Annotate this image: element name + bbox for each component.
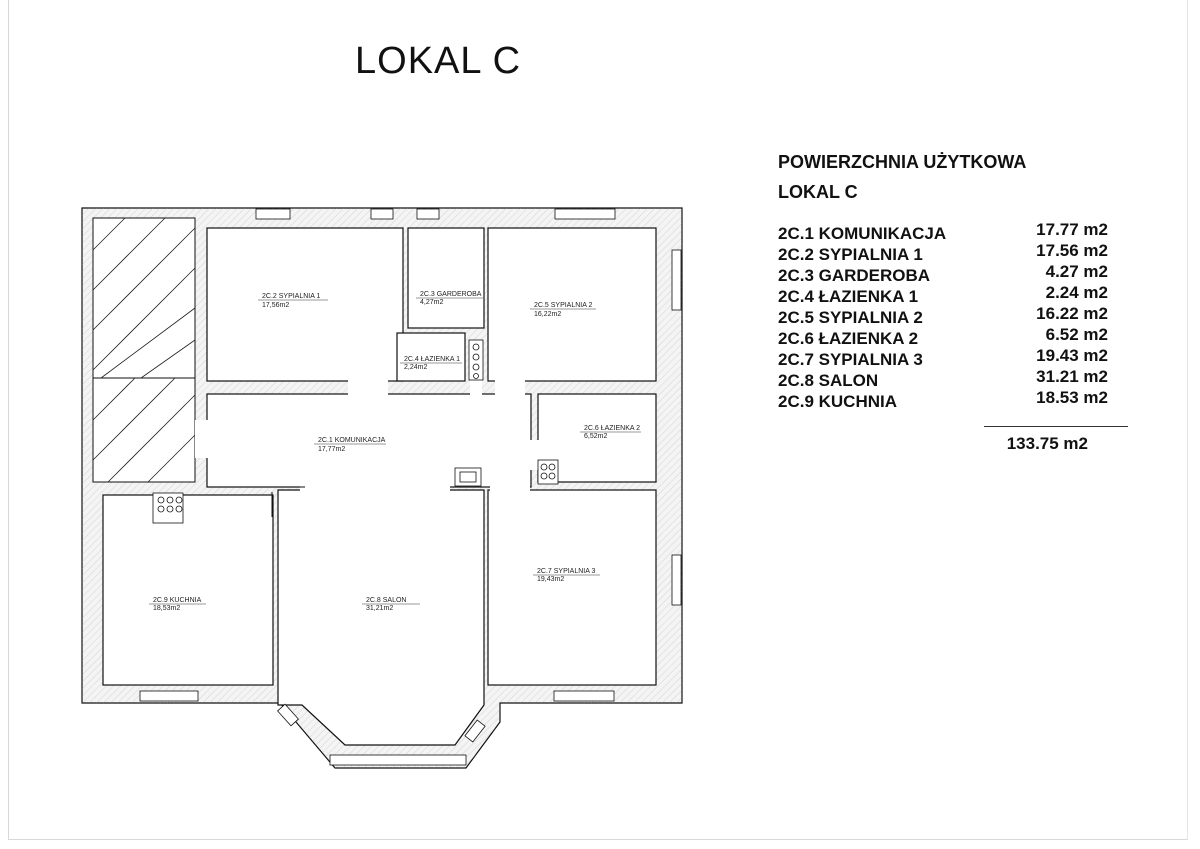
room-area-label: 19,43m2 (537, 576, 565, 583)
room-area-label: 17,77m2 (318, 446, 346, 453)
room-area: 2.24 m2 (1045, 283, 1108, 302)
ventilation-shaft-icon (455, 468, 481, 486)
room-area: 4.27 m2 (1045, 262, 1108, 281)
room-area: 17.56 m2 (1036, 241, 1108, 260)
room-code: 2C.6 ŁAZIENKA 2 (584, 425, 641, 432)
room-name: 2C.4 ŁAZIENKA 1 (778, 287, 919, 306)
room-area-label: 4,27m2 (420, 299, 444, 306)
room-area: 31.21 m2 (1036, 367, 1108, 386)
room-code: 2C.4 ŁAZIENKA 1 (404, 356, 461, 363)
room-area-label: 16,22m2 (534, 311, 562, 318)
room-area: 17.77 m2 (1036, 220, 1108, 239)
room-code: 2C.3 GARDEROBA (420, 291, 482, 298)
room-area-label: 2,24m2 (404, 364, 428, 371)
room-name: 2C.7 SYPIALNIA 3 (778, 350, 923, 369)
room-area-label: 18,53m2 (153, 605, 181, 612)
room-salon (278, 490, 484, 745)
room-garderoba (408, 228, 484, 328)
kitchen-stove-icon (153, 493, 183, 523)
room-area: 6.52 m2 (1045, 325, 1108, 344)
room-name: 2C.2 SYPIALNIA 1 (778, 245, 923, 264)
room-area-label: 17,56m2 (262, 302, 290, 309)
summary-subheading: LOKAL C (778, 182, 858, 202)
room-code: 2C.8 SALON (366, 597, 407, 604)
room-code: 2C.2 SYPIALNIA 1 (262, 293, 321, 300)
room-name: 2C.6 ŁAZIENKA 2 (778, 329, 919, 348)
room-sypialnia-3 (488, 490, 656, 685)
room-area: 19.43 m2 (1036, 346, 1108, 365)
bathroom-2-fixture-icon (538, 460, 558, 484)
room-code: 2C.1 KOMUNIKACJA (318, 437, 386, 444)
bathroom-1-fixture-icon (469, 340, 483, 380)
room-code: 2C.7 SYPIALNIA 3 (537, 568, 596, 575)
summary-heading: POWIERZCHNIA UŻYTKOWA (778, 152, 1027, 172)
room-area-label: 31,21m2 (366, 605, 394, 612)
balcony-strip (93, 218, 195, 482)
room-kuchnia (103, 495, 273, 685)
room-name: 2C.1 KOMUNIKACJA (778, 224, 947, 243)
room-code: 2C.9 KUCHNIA (153, 597, 202, 604)
room-area: 16.22 m2 (1036, 304, 1108, 323)
room-code: 2C.5 SYPIALNIA 2 (534, 302, 593, 309)
room-name: 2C.8 SALON (778, 371, 879, 390)
room-area-label: 6,52m2 (584, 433, 608, 440)
room-name: 2C.5 SYPIALNIA 2 (778, 308, 923, 327)
room-sypialnia-1 (207, 228, 403, 381)
total-area: 133.75 m2 (1006, 434, 1088, 453)
room-name: 2C.9 KUCHNIA (778, 392, 898, 411)
room-name: 2C.3 GARDEROBA (778, 266, 931, 285)
room-area: 18.53 m2 (1036, 388, 1108, 407)
page-title: LOKAL C (355, 40, 522, 82)
